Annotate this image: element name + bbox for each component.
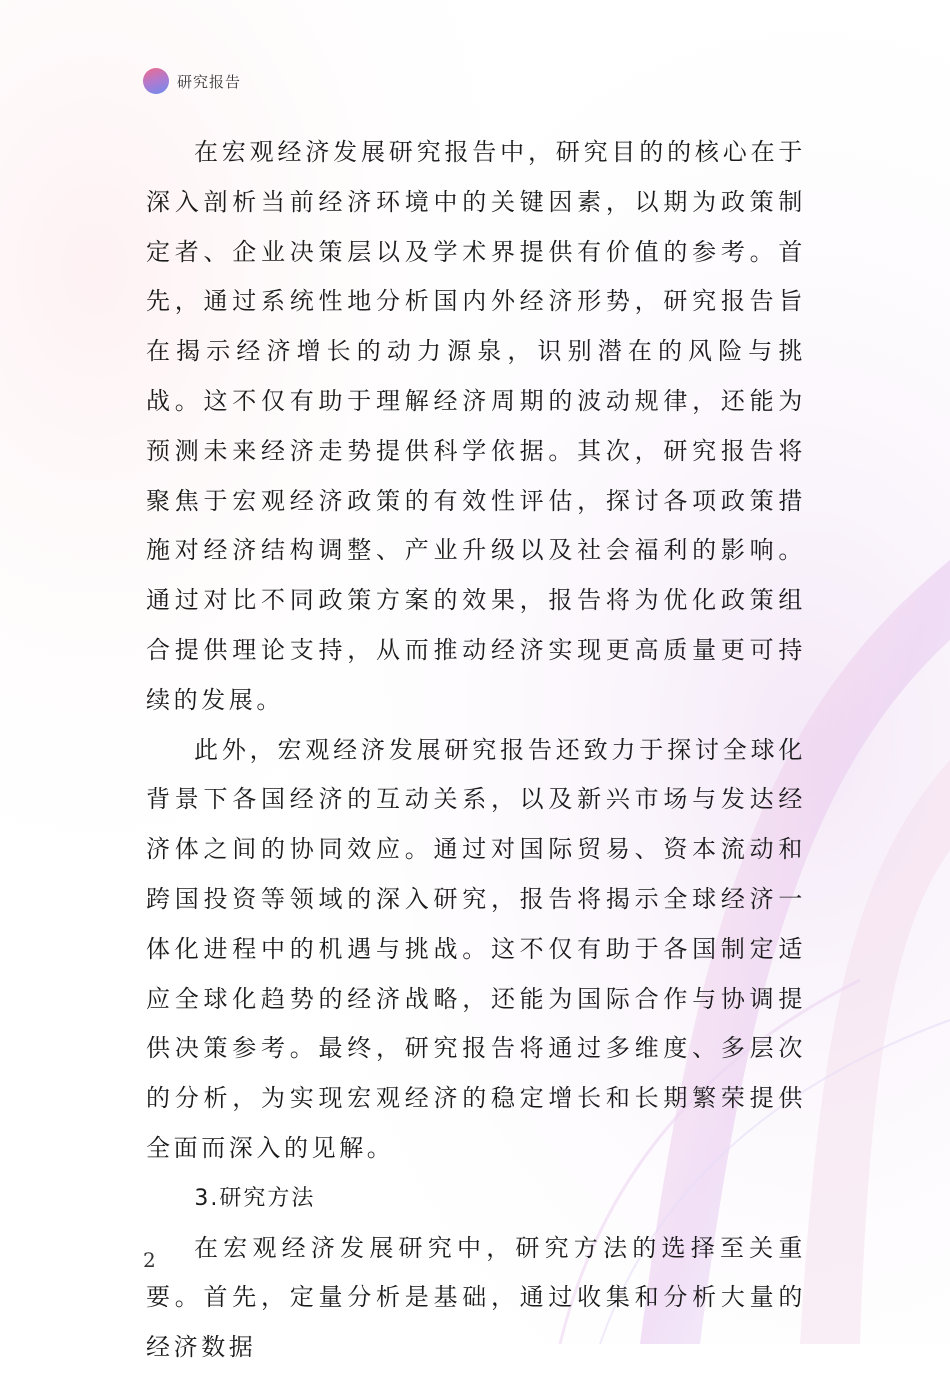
body-paragraph: 此外，宏观经济发展研究报告还致力于探讨全球化背景下各国经济的互动关系，以及新兴市场与发达经济体之间的协同效应。通过对国际贸易、资本流动和跨国投资等领域的深入研究，报告将揭示全球经济一体化进程中的机遇与挑战。这不仅有助于各国制定适应全球化趋势的经济战略，还能为国际合作与协调提供决策参考。最终，研究报告将通过多维度、多层次的分析，为实现宏观经济的稳定增长和长期繁荣提供全面而深入的见解。 xyxy=(146,735,806,1162)
page-header xyxy=(143,66,241,96)
document-body xyxy=(146,128,806,1373)
page-number: 2 xyxy=(143,1248,156,1272)
body-paragraph: 在宏观经济发展研究报告中，研究目的的核心在于深入剖析当前经济环境中的关键因素，以期为政策制定者、企业决策层以及学术界提供有价值的参考。首先，通过系统性地分析国内外经济形势，研究报告旨在揭示经济增长的动力源泉，识别潜在的风险与挑战。这不仅有助于理解经济周期的波动规律，还能为预测未来经济走势提供科学依据。其次，研究报告将聚焦于宏观经济政策的有效性评估，探讨各项政策措施对经济结构调整、产业升级以及社会福利的影响。通过对比不同政策方案的效果，报告将为优化政策组合提供理论支持，从而推动经济实现更高质量更可持续的发展。 xyxy=(146,138,806,714)
body-paragraph: 在宏观经济发展研究中，研究方法的选择至关重要。首先，定量分析是基础，通过收集和分析大量的经济数据 xyxy=(146,1233,806,1362)
header-title: 研究报告 xyxy=(177,72,242,91)
section-heading: 3.研究方法 xyxy=(194,1185,316,1211)
brand-logo-icon xyxy=(143,68,169,94)
